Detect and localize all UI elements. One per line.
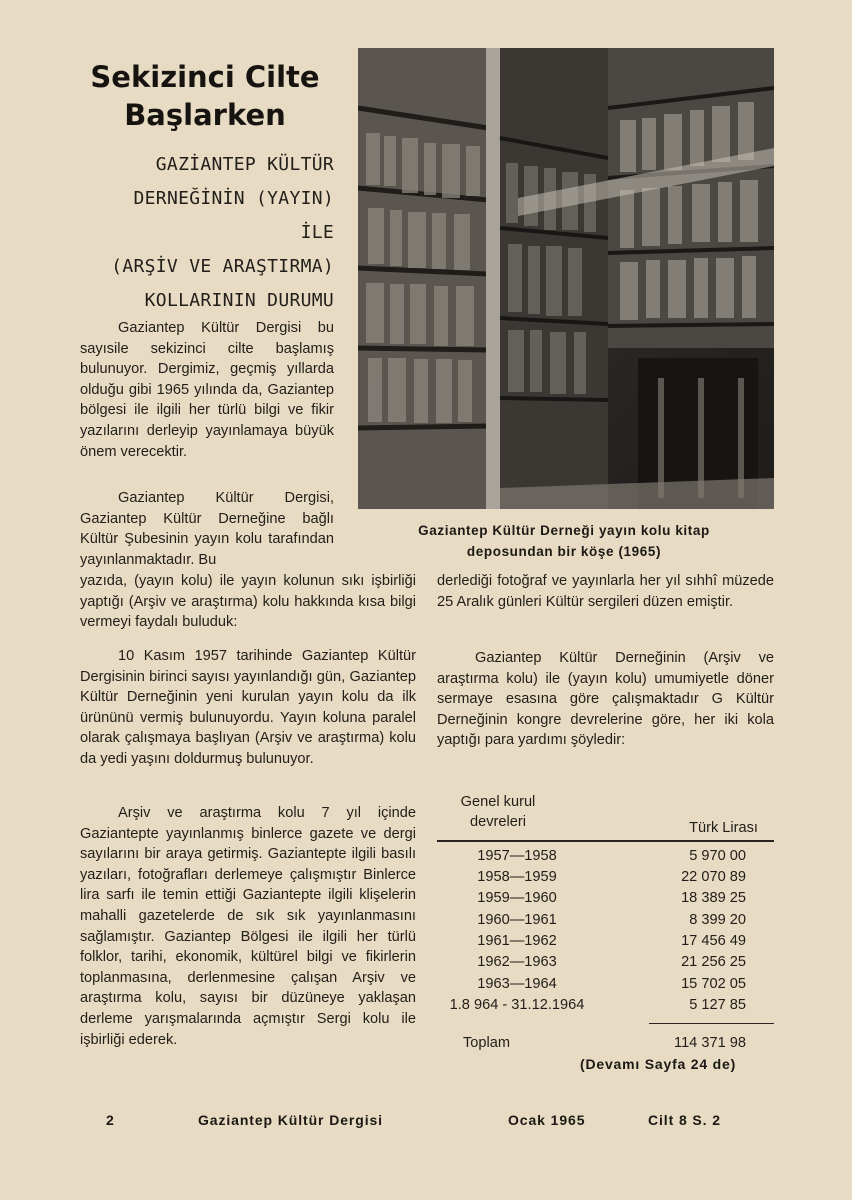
- total-amount: 114 371 98: [674, 1035, 746, 1052]
- footer-journal-name: Gaziantep Kültür Dergisi: [198, 1112, 383, 1128]
- footer-date: Ocak 1965: [508, 1112, 586, 1128]
- row-period: 1.8 964 - 31.12.1964: [449, 997, 585, 1014]
- table-total-rule: [649, 1023, 774, 1025]
- row-amount: 17 456 49: [681, 933, 746, 950]
- paragraph-publisher: Gaziantep Kültür Dergisi, Gaziantep Kültür Derneğine bağlı Kültür Şubesinin yayın kolu tarafından yayınlanmaktadır. Bu: [80, 490, 334, 568]
- paragraph-funding: Gaziantep Kültür Derneğinin (Arşiv ve araştırma kolu) ile (yayın kolu) umumiyetle döner sermaye esasına göre çalışmaktadır G Kültür Derneğinin kongre devrelerine göre, her iki kola yaptığı para yardımı şöyledir:: [437, 650, 774, 749]
- subtitle-line-2: DERNEĞİNİN (YAYIN) İLE: [133, 188, 334, 243]
- table-total-row: [437, 1030, 774, 1056]
- subtitle-line-1: GAZİANTEP KÜLTÜR: [155, 154, 334, 175]
- row-amount: 15 702 05: [681, 975, 746, 992]
- table-row: [437, 910, 774, 931]
- row-amount: 5 970 00: [689, 847, 746, 864]
- row-amount: 5 127 85: [689, 997, 746, 1014]
- archive-shelves-photo: [358, 48, 774, 509]
- article-subtitle: [92, 148, 334, 318]
- bookshelf-photo-illustration: [358, 48, 774, 509]
- row-amount: 18 389 25: [681, 890, 746, 907]
- paragraph-history: 10 Kasım 1957 tarihinde Gaziantep Kültür Dergisinin birinci sayısı yayınlandığı gün, Gaziantep Kültür Derneğinin yeni kurulan yayın kolu da ilk ürününü vermiş bulunuyordu. Yayın koluna paralel olarak çalışmaya başlıyan (Arşiv ve araştırma) kolu da yedi yaşını doldurmuş bulunuyor.: [80, 648, 416, 767]
- paragraph-intro: Gaziantep Kültür Dergisi bu sayısile sekizinci cilte başlamış bulunuyor. Dergimiz, geçmiş yıllarda olduğu gibi 1965 yılında da, Gaziantep bölgesi ile ilgili her türlü bilgi ve fikir yazılarını derleyip yayınlamaya büyük önem verecektir.: [80, 320, 334, 460]
- photo-caption: [358, 520, 770, 562]
- row-period: 1962—1963: [477, 954, 557, 971]
- total-label: Toplam: [463, 1035, 511, 1052]
- paragraph-archive: Arşiv ve araştırma kolu 7 yıl içinde Gaziantepte yayınlanmış binlerce gazete ve dergi sayılarını bir araya getirmiş. Gaziantepte ilgili basılı yazıları, fotoğrafları derlemeye çalışmıştır Binlerce lira sarfı ile temin ettiği Gaziantepte ilgili klişelerin mahalli gazetelerde de sık sık yayınlanmasını sağlamıştır. Gaziantep Bölgesi ile ilgili her türlü folklor, tarihi, ekonomik, kültürel bilgi ve fikirlerin toplanmasına, derlenmesine çalışan Arşiv ve araştırma kolu, sayısı bir düzüneye yaklaşan derleme yarışmalarında açmıştır Sergi kolu ile işbirliği ederek.: [80, 805, 416, 1048]
- title-line-1: Sekizinci Cilte: [90, 60, 320, 94]
- table-body: [437, 846, 774, 1017]
- row-period: 1963—1964: [477, 975, 557, 992]
- article-title: [60, 58, 350, 134]
- subtitle-line-3: (ARŞİV VE ARAŞTIRMA): [111, 256, 334, 277]
- footer-volume: Cilt 8 S. 2: [648, 1112, 721, 1128]
- table-row: [437, 888, 774, 909]
- caption-line-2: deposundan bir köşe (1965): [466, 544, 662, 559]
- row-period: 1960—1961: [477, 911, 557, 928]
- row-period: 1957—1958: [477, 847, 557, 864]
- table-row: [437, 931, 774, 952]
- table-row: [437, 995, 774, 1016]
- row-period: 1961—1962: [477, 933, 557, 950]
- caption-line-1: Gaziantep Kültür Derneği yayın kolu kitap: [418, 523, 710, 538]
- row-period: 1959—1960: [477, 890, 557, 907]
- header-amount: Türk Lirası: [689, 820, 758, 836]
- title-line-2: Başlarken: [124, 98, 286, 132]
- table-header-rule: [437, 840, 774, 842]
- paragraph-exhibitions: derlediği fotoğraf ve yayınlarla her yıl sıhhî müzede 25 Aralık günleri Kültür sergileri düzen emiştir.: [437, 573, 774, 610]
- row-amount: 22 070 89: [681, 868, 746, 885]
- header-period: Genel kurul devreleri: [460, 794, 536, 830]
- table-row: [437, 846, 774, 867]
- table-header: [437, 790, 774, 840]
- table-row: [437, 867, 774, 888]
- continued-note: (Devamı Sayfa 24 de): [580, 1056, 737, 1072]
- table-row: [437, 974, 774, 995]
- funding-table: [437, 790, 774, 1056]
- row-amount: 8 399 20: [689, 911, 746, 928]
- row-amount: 21 256 25: [681, 954, 746, 971]
- paragraph-publisher-continued: yazıda, (yayın kolu) ile yayın kolunun sıkı işbirliği yaptığı (Arşiv ve araştırma) kolu hakkında kısa bilgi vermeyi faydalı buluduk:: [80, 573, 416, 631]
- table-row: [437, 952, 774, 973]
- footer-page-number: 2: [106, 1112, 115, 1128]
- row-period: 1958—1959: [477, 868, 557, 885]
- subtitle-line-4: KOLLARININ DURUMU: [144, 290, 334, 311]
